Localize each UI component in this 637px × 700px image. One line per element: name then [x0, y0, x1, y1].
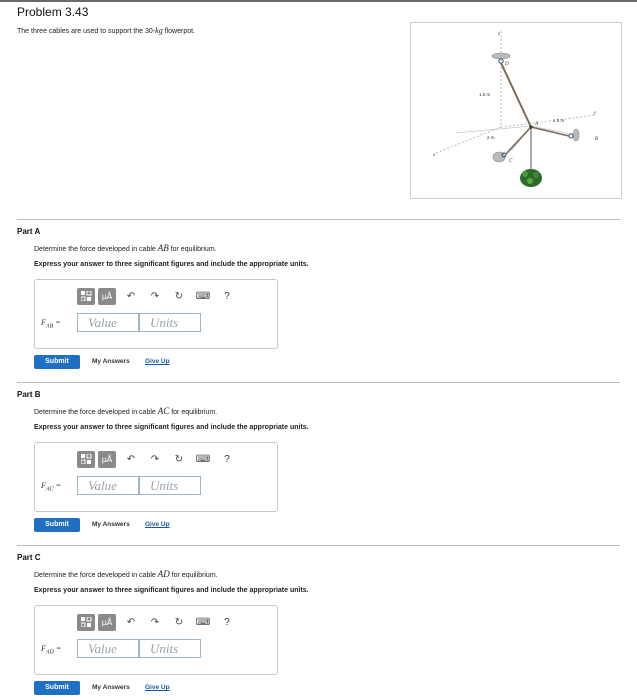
- label-d3: 2 m: [487, 135, 495, 140]
- redo-icon[interactable]: ↷: [150, 290, 160, 302]
- label-C: C: [509, 159, 513, 164]
- units-input[interactable]: [139, 313, 201, 332]
- part-c-question: [34, 569, 218, 579]
- give-up-link[interactable]: Give Up: [145, 521, 170, 528]
- force-sub: AB: [45, 323, 54, 330]
- keyboard-icon[interactable]: ⌨: [195, 290, 211, 302]
- force-var: F: [41, 481, 46, 490]
- force-sub: AD: [45, 649, 54, 656]
- units-template-button[interactable]: μÅ: [98, 614, 116, 631]
- label-x: x: [433, 153, 436, 158]
- force-var: F: [41, 318, 46, 327]
- part-b-instruction: Express your answer to three significant figures and include the appropriate units.: [34, 424, 309, 431]
- submit-button[interactable]: Submit: [34, 355, 80, 369]
- my-answers-link[interactable]: My Answers: [92, 684, 130, 691]
- question-suffix: for equilibrium.: [168, 246, 217, 253]
- intro-unit: kg: [155, 26, 163, 35]
- equation-toolbar: [77, 286, 239, 306]
- part-c-instruction: Express your answer to three significant figures and include the appropriate units.: [34, 587, 309, 594]
- help-icon[interactable]: ?: [224, 616, 230, 628]
- value-input[interactable]: [77, 313, 139, 332]
- part-a-divider: [17, 219, 620, 220]
- part-b-question: [34, 406, 217, 416]
- intro-text-end: flowerpot.: [162, 28, 195, 35]
- force-sub: AC: [45, 486, 54, 493]
- question-suffix: for equilibrium.: [169, 409, 218, 416]
- part-a-answer-box: [34, 279, 278, 349]
- question-text: Determine the force developed in cable: [34, 409, 158, 416]
- equation-toolbar: [77, 449, 239, 469]
- redo-icon[interactable]: ↷: [150, 453, 160, 465]
- redo-icon[interactable]: ↷: [150, 616, 160, 628]
- keyboard-icon[interactable]: ⌨: [195, 453, 211, 465]
- submit-button[interactable]: Submit: [34, 518, 80, 532]
- part-c-answer-box: [34, 605, 278, 675]
- problem-intro: [17, 26, 195, 35]
- help-icon[interactable]: ?: [224, 290, 230, 302]
- label-y: y: [594, 111, 597, 116]
- units-input[interactable]: [139, 639, 201, 658]
- part-c-divider: [17, 545, 620, 546]
- force-label: $F_{AB}$ =: [41, 318, 61, 330]
- submit-button[interactable]: Submit: [34, 681, 80, 695]
- label-d2: 1.5 m: [553, 118, 565, 123]
- matrix-template-button[interactable]: [77, 614, 95, 631]
- give-up-link[interactable]: Give Up: [145, 358, 170, 365]
- part-b-answer-box: [34, 442, 278, 512]
- units-input[interactable]: [139, 476, 201, 495]
- matrix-template-icon: [81, 291, 92, 301]
- question-text: Determine the force developed in cable: [34, 246, 158, 253]
- undo-icon[interactable]: ↶: [126, 290, 136, 302]
- label-D: D: [505, 62, 509, 67]
- value-input[interactable]: [77, 476, 139, 495]
- matrix-template-button[interactable]: [77, 288, 95, 305]
- part-b-label: Part B: [17, 390, 41, 399]
- cable-name: AD: [157, 569, 170, 579]
- matrix-template-icon: [81, 454, 92, 464]
- part-a-question: [34, 243, 217, 253]
- undo-icon[interactable]: ↶: [126, 453, 136, 465]
- part-b-divider: [17, 382, 620, 383]
- give-up-link[interactable]: Give Up: [145, 684, 170, 691]
- force-var: F: [41, 644, 46, 653]
- problem-figure: [410, 22, 622, 199]
- intro-text: The three cables are used to support the 30-: [17, 28, 156, 35]
- units-template-button[interactable]: μÅ: [98, 451, 116, 468]
- reset-icon[interactable]: ↻: [174, 290, 184, 302]
- label-A: A: [535, 122, 539, 127]
- units-template-button[interactable]: μÅ: [98, 288, 116, 305]
- cable-name: AC: [157, 406, 170, 416]
- label-z: z: [498, 32, 500, 37]
- undo-icon[interactable]: ↶: [126, 616, 136, 628]
- value-input[interactable]: [77, 639, 139, 658]
- part-c-label: Part C: [17, 553, 41, 562]
- label-B: B: [595, 137, 599, 142]
- cable-name: AB: [157, 243, 169, 253]
- force-label: $F_{AD}$ =: [41, 644, 62, 656]
- my-answers-link[interactable]: My Answers: [92, 358, 130, 365]
- part-a-label: Part A: [17, 227, 41, 236]
- problem-title: Problem 3.43: [17, 5, 89, 19]
- matrix-template-icon: [81, 617, 92, 627]
- my-answers-link[interactable]: My Answers: [92, 521, 130, 528]
- flowerpot-diagram: [411, 23, 621, 198]
- force-label: $F_{AC}$ =: [41, 481, 61, 493]
- equation-toolbar: [77, 612, 239, 632]
- question-suffix: for equilibrium.: [169, 572, 218, 579]
- matrix-template-button[interactable]: [77, 451, 95, 468]
- help-icon[interactable]: ?: [224, 453, 230, 465]
- part-a-instruction: Express your answer to three significant figures and include the appropriate units.: [34, 261, 309, 268]
- reset-icon[interactable]: ↻: [174, 616, 184, 628]
- question-text: Determine the force developed in cable: [34, 572, 158, 579]
- top-border: [0, 0, 637, 2]
- reset-icon[interactable]: ↻: [174, 453, 184, 465]
- keyboard-icon[interactable]: ⌨: [195, 616, 211, 628]
- label-d1: 1.5 m: [479, 92, 491, 97]
